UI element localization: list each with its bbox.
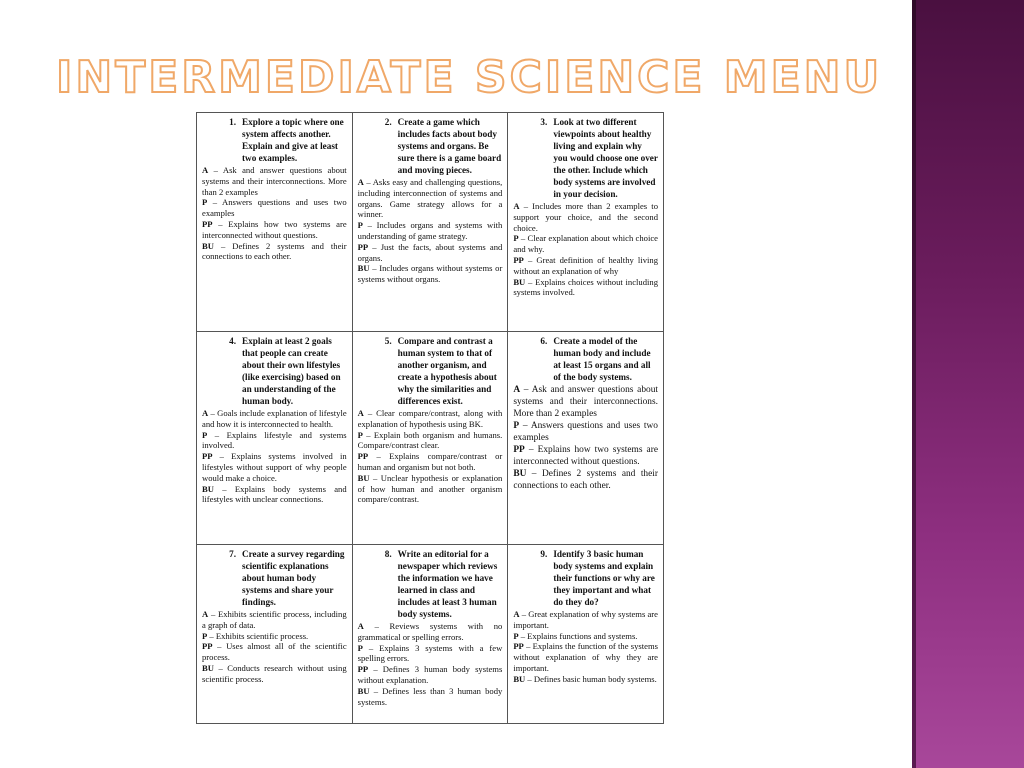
- task-number: 9.: [540, 549, 548, 559]
- criterion-text: – Exhibits scientific process, including a graph of data.: [202, 609, 347, 630]
- task-number: 3.: [540, 117, 548, 127]
- task-heading: [202, 548, 347, 608]
- grading-criterion: [513, 255, 658, 277]
- criterion-text: – Ask and answer questions about systems and their interconnections. More than 2 examples: [513, 385, 658, 419]
- criterion-text: – Explains 3 systems with a few spelling errors.: [357, 642, 503, 664]
- grade-label: A: [357, 408, 364, 418]
- grade-label: BU: [357, 263, 370, 274]
- grading-criterion: [513, 468, 658, 492]
- criterion-text: – Includes organs and systems with understanding of game strategy.: [357, 220, 503, 241]
- grading-criterion: [358, 621, 503, 643]
- grading-criterion: [358, 664, 503, 686]
- criterion-text: – Goals include explanation of lifestyle and how it is interconnected to health.: [202, 408, 347, 429]
- grade-label: PP: [357, 241, 369, 252]
- grade-label: BU: [513, 469, 527, 479]
- grading-criterion: [358, 473, 503, 505]
- grade-label: A: [513, 201, 520, 211]
- menu-cell-7: [197, 545, 353, 724]
- task-heading: [202, 116, 347, 164]
- menu-row-3: [197, 545, 664, 724]
- grade-label: BU: [202, 662, 214, 673]
- criterion-text: – Defines 2 systems and their connections to each other.: [202, 240, 347, 262]
- menu-cell-9: [508, 545, 664, 724]
- grade-label: BU: [202, 240, 214, 251]
- task-number: 4.: [229, 336, 236, 346]
- grading-criterion: [202, 430, 347, 452]
- task-description: Explore a topic where one system affects another. Explain and give at least two examples.: [242, 117, 344, 163]
- grade-label: P: [357, 220, 363, 231]
- grading-criterion: [513, 609, 658, 631]
- menu-cell-5: [352, 332, 508, 545]
- criterion-text: – Great explanation of why systems are important.: [513, 609, 658, 630]
- task-heading: [513, 548, 658, 608]
- criterion-text: – Defines 2 systems and their connections to each other.: [513, 469, 658, 491]
- task-heading: [358, 335, 503, 407]
- task-description: Create a model of the human body and include at least 15 organs and all of the body systems.: [553, 336, 651, 382]
- criterion-text: – Answers questions and uses two examples: [202, 197, 347, 219]
- grade-label: P: [202, 429, 208, 440]
- grade-label: P: [513, 421, 520, 431]
- grade-label: P: [202, 630, 208, 641]
- menu-row-1: [197, 113, 664, 332]
- grade-label: BU: [202, 483, 214, 494]
- criterion-text: – Includes more than 2 examples to support your choice, and the second choice.: [513, 201, 658, 233]
- criterion-text: – Defines less than 3 human body systems.: [357, 685, 503, 707]
- grade-label: A: [357, 621, 364, 631]
- grade-label: BU: [357, 472, 370, 483]
- task-description: Write an editorial for a newspaper which reviews the information we have learned in class and includes at least 3 human body systems.: [397, 549, 498, 619]
- menu-cell-4: [197, 332, 353, 545]
- slide-title: INTERMEDIATE SCIENCE MENU: [56, 52, 883, 103]
- criterion-text: – Defines basic human body systems.: [525, 673, 657, 684]
- grading-criterion: [358, 451, 503, 473]
- grading-criterion: [513, 641, 658, 673]
- grading-criterion: [202, 609, 347, 631]
- task-heading: [513, 116, 658, 200]
- task-heading: [358, 116, 503, 176]
- task-number: 6.: [540, 336, 548, 346]
- grading-criterion: [202, 197, 347, 219]
- grading-criterion: [513, 631, 658, 642]
- task-description: Identify 3 basic human body systems and explain their functions or why are they important and what do they do?: [553, 549, 655, 607]
- menu-cell-1: [197, 113, 353, 332]
- grading-criterion: [202, 484, 347, 506]
- grade-label: PP: [513, 641, 524, 652]
- task-number: 7.: [229, 549, 236, 559]
- grading-criterion: [202, 408, 347, 430]
- criterion-text: – Unclear hypothesis or explanation of how human and another organism compare/contrast.: [357, 472, 503, 505]
- criterion-text: – Answers questions and uses two examples: [513, 421, 658, 443]
- task-number: 8.: [384, 549, 392, 559]
- grade-label: PP: [513, 254, 524, 265]
- grade-label: PP: [513, 445, 525, 455]
- criterion-text: – Explains how two systems are interconnected without questions.: [202, 218, 347, 240]
- grading-criterion: [513, 277, 658, 299]
- criterion-text: – Clear explanation about which choice and why.: [513, 233, 658, 255]
- grade-label: PP: [357, 451, 369, 462]
- criterion-text: – Defines 3 human body systems without explanation.: [357, 664, 503, 685]
- grade-label: BU: [513, 673, 526, 684]
- grading-criterion: [202, 241, 347, 263]
- criterion-text: – Explains the function of the systems without explanation of why they are important.: [513, 641, 658, 673]
- grading-criterion: [202, 451, 347, 483]
- grade-label: A: [513, 609, 520, 619]
- grade-label: P: [357, 642, 363, 653]
- menu-cell-8: [352, 545, 508, 724]
- grade-label: PP: [202, 641, 213, 652]
- grading-criterion: [202, 219, 347, 241]
- criterion-text: – Explains systems involved in lifestyles without support of why people would make a choice.: [202, 451, 347, 483]
- criterion-text: – Ask and answer questions about systems and their interconnections. More than 2 examples: [202, 165, 347, 197]
- task-heading: [202, 335, 347, 407]
- grade-label: P: [357, 429, 363, 440]
- menu-cell-2: [352, 113, 508, 332]
- criterion-text: – Explain both organism and humans. Compare/contrast clear.: [357, 429, 503, 451]
- grade-label: P: [513, 233, 519, 244]
- criterion-text: – Clear compare/contrast, along with explanation of hypothesis using BK.: [357, 408, 503, 429]
- criterion-text: – Just the facts, about systems and organs.: [357, 241, 503, 263]
- grading-criterion: [358, 430, 503, 452]
- grade-label: A: [513, 385, 521, 395]
- grading-criterion: [358, 643, 503, 665]
- grade-label: PP: [357, 664, 369, 675]
- grading-criterion: [513, 201, 658, 233]
- criterion-text: – Exhibits scientific process.: [207, 630, 309, 641]
- criterion-text: – Explains compare/contrast or human and organism but not both.: [357, 451, 503, 472]
- menu-cell-6: [508, 332, 664, 545]
- grading-criterion: [513, 233, 658, 255]
- choice-menu-table: [196, 112, 664, 724]
- grading-criterion: [513, 420, 658, 444]
- grading-criterion: [358, 686, 503, 708]
- grade-label: BU: [513, 276, 526, 287]
- menu-row-2: [197, 332, 664, 545]
- grade-label: BU: [357, 685, 370, 696]
- criterion-text: – Conducts research without using scientific process.: [202, 662, 347, 684]
- task-description: Compare and contrast a human system to that of another organism, and create a hypothesis about why the similarities and differences exist.: [397, 336, 497, 406]
- criterion-text: – Explains choices without including systems involved.: [513, 276, 658, 298]
- task-description: Look at two different viewpoints about healthy living and explain why you would choose one over the other. Include which body systems are involved in your decision.: [553, 117, 658, 199]
- task-number: 2.: [384, 117, 392, 127]
- grading-criterion: [202, 663, 347, 685]
- grading-criterion: [513, 444, 658, 468]
- grade-label: PP: [202, 218, 213, 229]
- menu-cell-3: [508, 113, 664, 332]
- grading-criterion: [358, 408, 503, 430]
- criterion-text: – Asks easy and challenging questions, including interconnection of systems and organs. Game strategy allows for a winner.: [357, 177, 503, 220]
- task-number: 5.: [384, 336, 392, 346]
- criterion-text: – Includes organs without systems or systems without organs.: [357, 263, 503, 285]
- task-number: 1.: [229, 117, 236, 127]
- task-heading: [513, 335, 658, 383]
- criterion-text: – Explains lifestyle and systems involved.: [202, 429, 347, 451]
- criterion-text: – Explains body systems and lifestyles with unclear connections.: [202, 483, 347, 505]
- task-description: Explain at least 2 goals that people can create about their own lifestyles (like exercising) based on an understanding of the human body.: [242, 336, 341, 406]
- criterion-text: – Uses almost all of the scientific process.: [202, 641, 347, 663]
- grading-criterion: [358, 220, 503, 242]
- criterion-text: – Explains functions and systems.: [518, 630, 638, 641]
- grading-criterion: [513, 384, 658, 420]
- grading-criterion: [202, 641, 347, 663]
- criterion-text: – Great definition of healthy living without an explanation of why: [513, 254, 658, 276]
- grade-label: PP: [202, 451, 213, 462]
- criterion-text: – Reviews systems with no grammatical or spelling errors.: [357, 621, 503, 642]
- task-description: Create a game which includes facts about body systems and organs. Be sure there is a game board and moving pieces.: [397, 117, 502, 175]
- grading-criterion: [513, 674, 658, 685]
- grading-criterion: [202, 631, 347, 642]
- criterion-text: – Explains how two systems are interconnected without questions.: [513, 445, 658, 467]
- grade-label: A: [202, 408, 209, 418]
- grade-label: A: [202, 609, 209, 619]
- grade-label: P: [513, 630, 519, 641]
- task-heading: [358, 548, 503, 620]
- task-description: Create a survey regarding scientific explanations about human body systems and share your findings.: [242, 549, 345, 607]
- grading-criterion: [358, 242, 503, 264]
- side-band-edge: [912, 0, 916, 768]
- grade-label: A: [357, 177, 364, 187]
- grading-criterion: [358, 177, 503, 220]
- grading-criterion: [202, 165, 347, 197]
- decorative-side-band: [912, 0, 1024, 768]
- grade-label: P: [202, 197, 208, 208]
- grading-criterion: [358, 263, 503, 285]
- grade-label: A: [202, 165, 209, 175]
